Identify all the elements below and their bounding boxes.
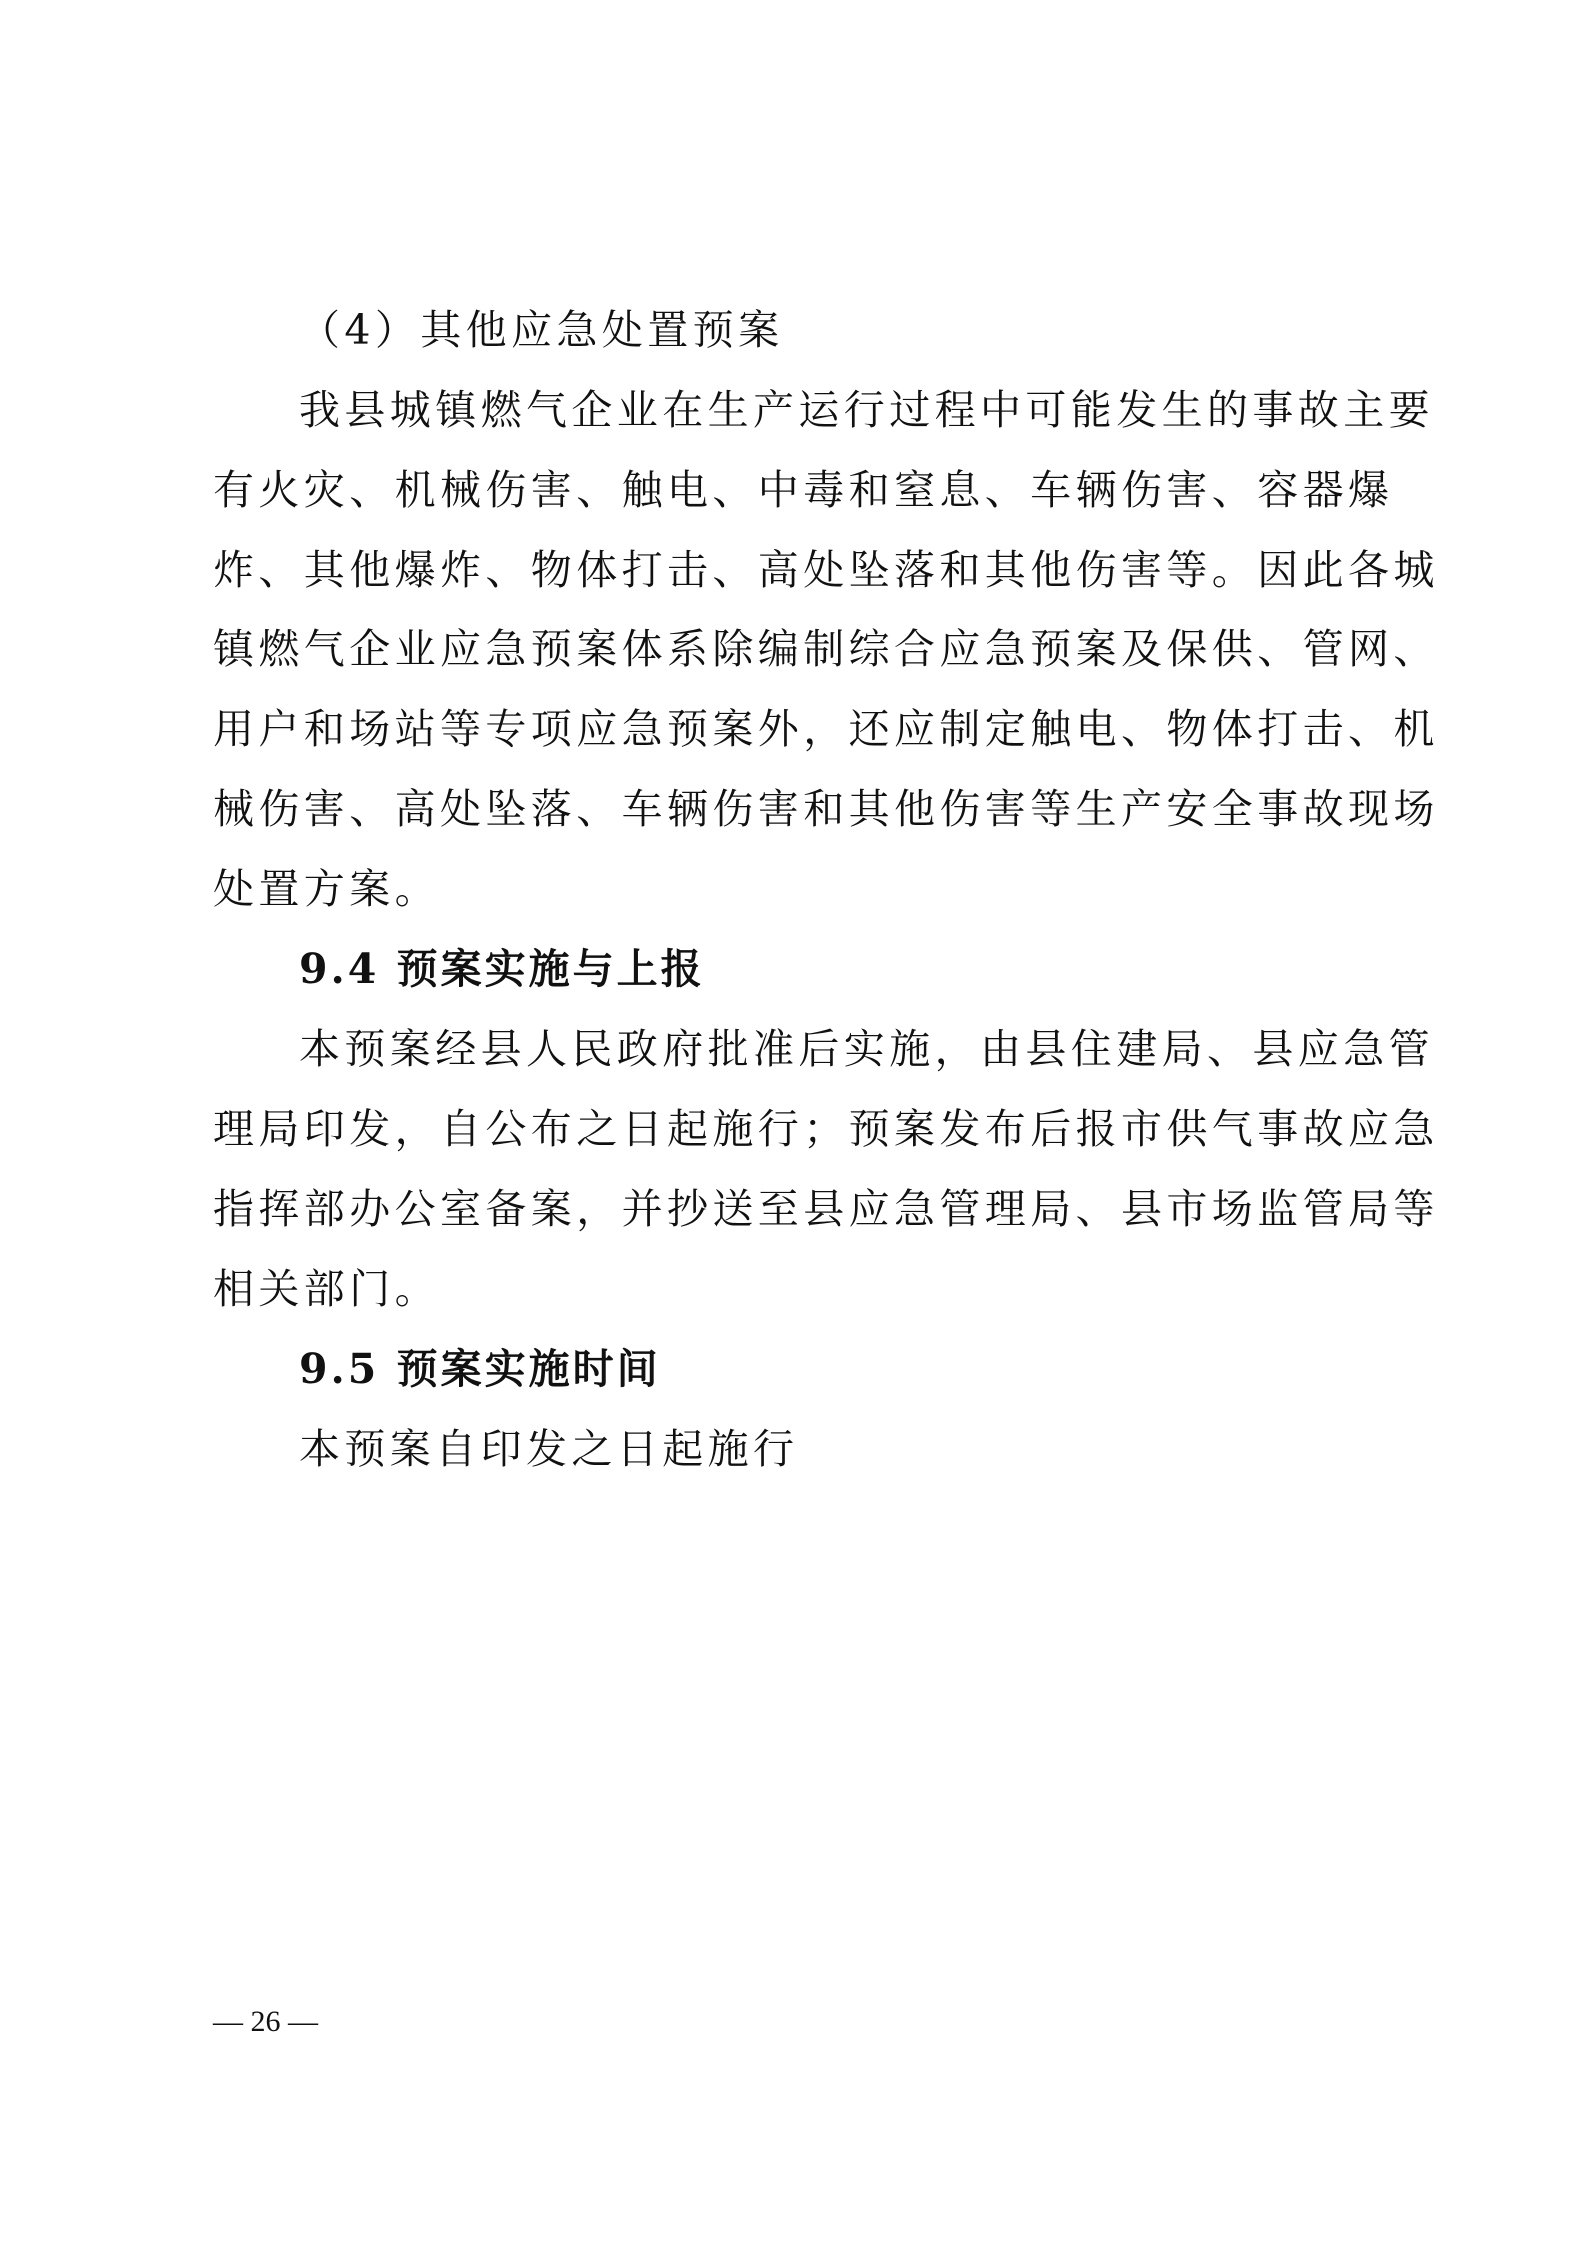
paragraph-line: 指挥部办公室备案，并抄送至县应急管理局、县市场监管局等 (213, 1185, 1439, 1233)
paragraph-line: 本预案自印发之日起施行 (299, 1425, 799, 1473)
section-heading-9-5: 9.5 预案实施时间 (299, 1345, 661, 1393)
paragraph-line: 械伤害、高处坠落、车辆伤害和其他伤害等生产安全事故现场 (213, 785, 1439, 833)
paragraph-line: 镇燃气企业应急预案体系除编制综合应急预案及保供、管网、 (213, 625, 1439, 673)
paragraph-line: 有火灾、机械伤害、触电、中毒和窒息、车辆伤害、容器爆 (213, 466, 1394, 514)
page-number: — 26 — (213, 2005, 318, 2038)
paragraph-line: 处置方案。 (213, 865, 440, 913)
paragraph-line: 我县城镇燃气企业在生产运行过程中可能发生的事故主要 (299, 386, 1434, 434)
paragraph-line: 用户和场站等专项应急预案外，还应制定触电、物体打击、机 (213, 705, 1439, 753)
paragraph-line: 本预案经县人民政府批准后实施，由县住建局、县应急管 (299, 1025, 1434, 1073)
section-heading-9-4: 9.4 预案实施与上报 (299, 945, 705, 993)
paragraph-line: 相关部门。 (213, 1265, 440, 1313)
paragraph-line: 炸、其他爆炸、物体打击、高处坠落和其他伤害等。因此各城 (213, 546, 1439, 594)
subsection-title: （4）其他应急处置预案 (299, 306, 784, 354)
paragraph-line: 理局印发，自公布之日起施行；预案发布后报市供气事故应急 (213, 1105, 1439, 1153)
